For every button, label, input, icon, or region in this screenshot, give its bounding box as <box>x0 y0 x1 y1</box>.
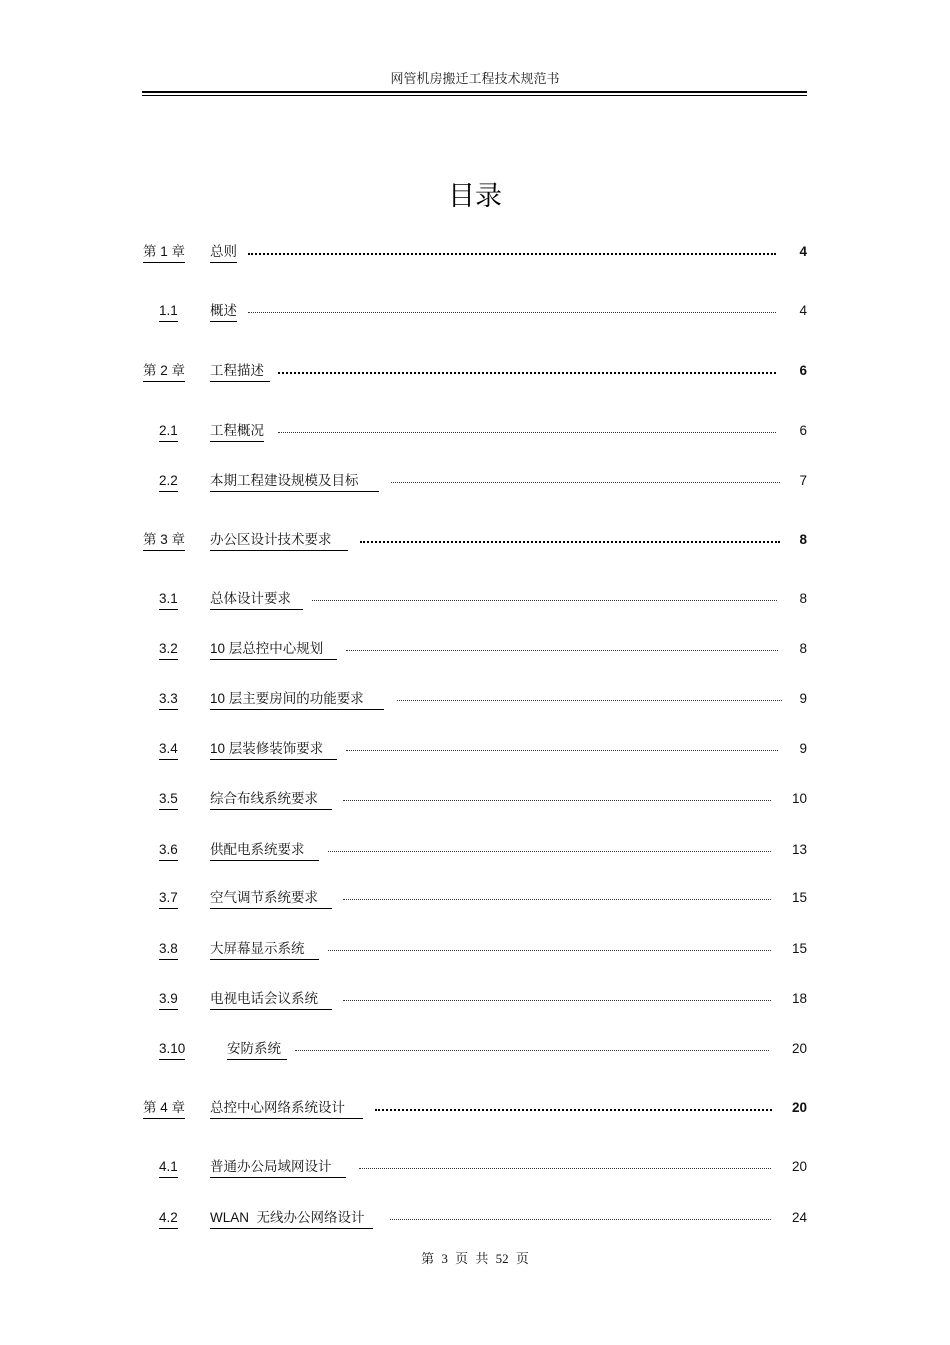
page-footer: 第 3 页 共 52 页 <box>421 1251 529 1266</box>
toc-entry-chapter-1[interactable] <box>0 244 950 264</box>
toc-entry-page: 20 <box>791 1100 807 1115</box>
toc-entry-page: 20 <box>791 1041 807 1056</box>
toc-entry-number: 2.2 <box>159 473 178 492</box>
toc-entry-number: 3.4 <box>159 741 178 760</box>
toc-leader-dots <box>391 482 780 483</box>
toc-leader-dots <box>343 800 771 801</box>
toc-entry-number: 3.1 <box>159 591 178 610</box>
toc-entry-number: 3.10 <box>159 1041 185 1060</box>
toc-entry-page: 13 <box>791 842 807 857</box>
toc-entry-title: 供配电系统要求 <box>210 842 319 861</box>
toc-leader-dots <box>343 899 771 900</box>
toc-entry-page: 8 <box>799 641 807 656</box>
toc-entry-page: 8 <box>799 591 807 606</box>
toc-entry-page: 6 <box>799 363 807 378</box>
toc-entry-3-3[interactable] <box>0 691 950 711</box>
toc-entry-title: 10 层主要房间的功能要求 <box>210 691 384 710</box>
toc-entry-2-1[interactable] <box>0 423 950 443</box>
toc-entry-number: 第 2 章 <box>143 363 185 382</box>
toc-entry-number: 3.8 <box>159 941 178 960</box>
toc-leader-dots <box>278 432 776 433</box>
toc-entry-page: 7 <box>799 473 807 488</box>
toc-entry-page: 6 <box>799 423 807 438</box>
toc-leader-dots <box>390 1219 771 1220</box>
toc-entry-number: 3.3 <box>159 691 178 710</box>
toc-entry-page: 15 <box>791 890 807 905</box>
toc-leader-dots <box>295 1050 769 1051</box>
toc-entry-3-4[interactable] <box>0 741 950 761</box>
toc-leader-dots <box>328 950 771 951</box>
toc-entry-3-8[interactable] <box>0 941 950 961</box>
toc-entry-title: WLAN 无线办公网络设计 <box>210 1210 373 1229</box>
toc-entry-4-2[interactable] <box>0 1210 950 1230</box>
toc-entry-title: 10 层装修装饰要求 <box>210 741 337 760</box>
toc-entry-page: 15 <box>791 941 807 956</box>
toc-entry-chapter-2[interactable] <box>0 363 950 383</box>
toc-entry-chapter-3[interactable] <box>0 532 950 552</box>
toc-entry-title: 总体设计要求 <box>210 591 303 610</box>
toc-entry-title: 10 层总控中心规划 <box>210 641 337 660</box>
toc-entry-number: 2.1 <box>159 423 178 442</box>
toc-entry-title: 安防系统 <box>227 1041 287 1060</box>
toc-entry-title: 概述 <box>210 303 237 322</box>
toc-entry-page: 9 <box>799 691 807 706</box>
toc-entry-number: 3.7 <box>159 890 178 909</box>
toc-entry-3-2[interactable] <box>0 641 950 661</box>
toc-entry-1-1[interactable] <box>0 303 950 323</box>
toc-entry-page: 24 <box>791 1210 807 1225</box>
toc-entry-page: 20 <box>791 1159 807 1174</box>
toc-leader-dots <box>248 312 776 313</box>
toc-entry-chapter-4[interactable] <box>0 1100 950 1120</box>
toc-entry-title: 本期工程建设规模及目标 <box>210 473 379 492</box>
running-header: 网管机房搬迁工程技术规范书 <box>390 71 560 86</box>
toc-entry-number: 4.1 <box>159 1159 178 1178</box>
toc-leader-dots <box>359 1168 771 1169</box>
toc-entry-number: 3.6 <box>159 842 178 861</box>
toc-leader-dots <box>346 650 778 651</box>
header-rule-thick <box>142 91 807 93</box>
header-rule-thin <box>142 95 807 96</box>
toc-entry-2-2[interactable] <box>0 473 950 493</box>
toc-entry-title: 电视电话会议系统 <box>210 991 332 1010</box>
toc-entry-page: 8 <box>799 532 807 547</box>
toc-leader-dots <box>278 372 776 374</box>
toc-entry-title: 大屏幕显示系统 <box>210 941 319 960</box>
toc-entry-4-1[interactable] <box>0 1159 950 1179</box>
toc-entry-page: 10 <box>791 791 807 806</box>
toc-entry-number: 第 3 章 <box>143 532 185 551</box>
toc-entry-page: 4 <box>799 303 807 318</box>
toc-leader-dots <box>375 1109 772 1111</box>
toc-entry-title: 总控中心网络系统设计 <box>210 1100 363 1119</box>
toc-leader-dots <box>248 253 776 255</box>
toc-leader-dots <box>343 1000 771 1001</box>
toc-leader-dots <box>328 851 771 852</box>
toc-entry-title: 普通办公局域网设计 <box>210 1159 346 1178</box>
toc-entry-number: 1.1 <box>159 303 178 322</box>
toc-entry-title: 工程描述 <box>210 363 270 382</box>
toc-leader-dots <box>397 700 782 701</box>
toc-entry-number: 第 4 章 <box>143 1100 185 1119</box>
toc-entry-3-10[interactable] <box>0 1041 950 1061</box>
toc-leader-dots <box>312 600 777 601</box>
toc-entry-title: 综合布线系统要求 <box>210 791 332 810</box>
toc-title: 目录 <box>448 181 502 211</box>
toc-entry-number: 第 1 章 <box>143 244 185 263</box>
toc-entry-title: 办公区设计技术要求 <box>210 532 348 551</box>
toc-entry-3-1[interactable] <box>0 591 950 611</box>
toc-entry-page: 9 <box>799 741 807 756</box>
toc-entry-page: 4 <box>799 244 807 259</box>
toc-entry-page: 18 <box>791 991 807 1006</box>
toc-entry-3-9[interactable] <box>0 991 950 1011</box>
toc-entry-title: 空气调节系统要求 <box>210 890 332 909</box>
toc-entry-3-6[interactable] <box>0 842 950 862</box>
toc-entry-number: 3.9 <box>159 991 178 1010</box>
toc-entry-3-5[interactable] <box>0 791 950 811</box>
toc-entry-title: 总则 <box>210 244 237 263</box>
toc-leader-dots <box>360 541 780 543</box>
toc-leader-dots <box>346 750 778 751</box>
toc-entry-3-7[interactable] <box>0 890 950 910</box>
toc-entry-number: 3.5 <box>159 791 178 810</box>
toc-entry-title: 工程概况 <box>210 423 264 442</box>
toc-entry-number: 4.2 <box>159 1210 178 1229</box>
toc-entry-number: 3.2 <box>159 641 178 660</box>
